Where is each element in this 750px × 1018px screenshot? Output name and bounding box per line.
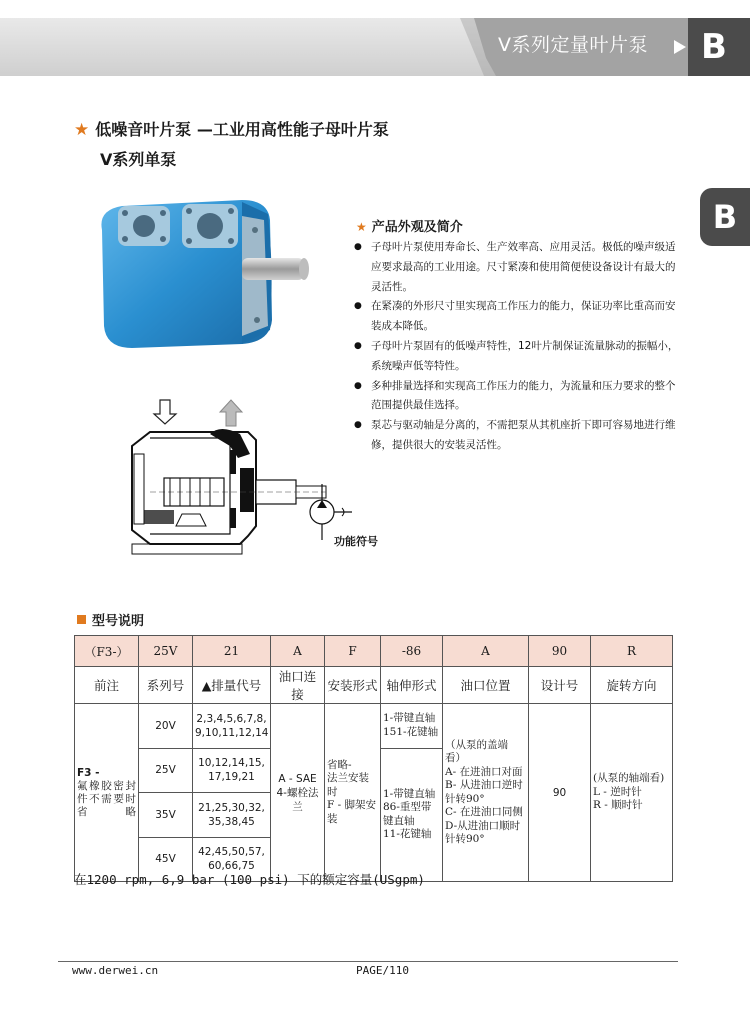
code-row (75, 636, 673, 667)
intro-bullet-list (352, 238, 682, 456)
code-cell: -86 (381, 636, 443, 667)
prefix-note-text: 氟橡胶密封件不需要时省略 (77, 779, 136, 818)
label-cell: 安装形式 (325, 667, 381, 704)
label-cell: 轴伸形式 (381, 667, 443, 704)
rated-capacity-note: 在1200 rpm, 6,9 bar (100 psi) 下的额定容量(USgpm) (74, 872, 425, 887)
intro-heading (356, 216, 463, 235)
code-cell: 25V (139, 636, 193, 667)
function-symbol-icon (306, 484, 356, 540)
code-cell: 90 (529, 636, 591, 667)
displacement-cell: 21,25,30,32, 35,38,45 (193, 793, 271, 838)
label-cell: 设计号 (529, 667, 591, 704)
displacement-cell: 2,3,4,5,6,7,8, 9,10,11,12,14 (193, 704, 271, 749)
function-symbol-label: 功能符号 (334, 535, 378, 548)
series-cell: 45V (139, 837, 193, 882)
series-cell: 25V (139, 748, 193, 793)
label-cell: ▲排量代号 (193, 667, 271, 704)
star-icon: ★ (74, 120, 90, 140)
intro-heading-text: 产品外观及简介 (371, 220, 463, 235)
series-cell: 35V (139, 793, 193, 838)
label-row (75, 667, 673, 704)
code-cell: 21 (193, 636, 271, 667)
table-row (75, 704, 673, 749)
label-cell: 油口连接 (271, 667, 325, 704)
label-cell: 前注 (75, 667, 139, 704)
page-subtitle: V系列单泵 (100, 150, 177, 169)
code-cell: F (325, 636, 381, 667)
side-section-letter: B (712, 198, 738, 236)
label-cell: 旋转方向 (591, 667, 673, 704)
square-bullet-icon (77, 615, 86, 624)
model-heading-text: 型号说明 (92, 614, 145, 629)
displacement-cell: 10,12,14,15, 17,19,21 (193, 748, 271, 793)
port-connection-cell: A - SAE 4-螺栓法兰 (271, 704, 325, 882)
vane-pump-photo (92, 190, 328, 360)
shaft-cell-other: 1-带键直轴 86-重型带 键直轴 11-花键轴 (381, 748, 443, 882)
code-cell: A (271, 636, 325, 667)
mounting-cell: 省略- 法兰安装时 F - 脚架安装 (325, 704, 381, 882)
label-cell: 油口位置 (443, 667, 529, 704)
displacement-cell: 42,45,50,57, 60,66,75 (193, 837, 271, 882)
intro-bullet: ● 子母叶片泵使用寿命长、生产效率高、应用灵活。极低的噪声级适应要求最高的工业用途。尺寸紧凑和使用简便使设备设计有最大的灵活性。 (352, 238, 682, 297)
code-cell: A (443, 636, 529, 667)
rotation-cell: (从泵的轴端看) L - 逆时针 R - 顺时针 (591, 704, 673, 882)
section-letter: B (701, 27, 727, 67)
page-number: PAGE/110 (356, 964, 409, 977)
page-title (74, 117, 389, 140)
code-cell: （F3-） (75, 636, 139, 667)
code-cell: R (591, 636, 673, 667)
intro-bullet: ● 在紧凑的外形尺寸里实现高工作压力的能力，保证功率比重高而安装成本降低。 (352, 297, 682, 337)
model-code-table (74, 635, 673, 882)
star-icon: ★ (356, 220, 367, 234)
port-position-cell: （从泵的盖端看） A- 在进油口对面 B- 从进油口逆时针转90° C- 在进油口同侧 D-从进油口顺时针转90° (443, 704, 529, 882)
intro-bullet: ● 泵芯与驱动轴是分离的，不需把泵从其机座折下即可容易地进行维修，提供很大的安装灵活性。 (352, 416, 682, 456)
prefix-note-cell (75, 704, 139, 882)
footer-divider (58, 961, 678, 962)
footer-url[interactable]: www.derwei.cn (72, 964, 159, 977)
intro-bullet: ● 子母叶片泵固有的低噪声特性，12叶片制保证流量脉动的振幅小，系统噪声低等特性。 (352, 337, 682, 377)
series-cell: 20V (139, 704, 193, 749)
page-title-text: 低噪音叶片泵 —工业用高性能子母叶片泵 (95, 120, 389, 139)
model-section-heading (77, 610, 144, 629)
prefix-code: F3 - (77, 766, 100, 779)
design-number-cell: 90 (529, 704, 591, 882)
label-cell: 系列号 (139, 667, 193, 704)
series-title: V系列定量叶片泵 (498, 34, 648, 56)
shaft-cell-20v: 1-带键直轴 151-花键轴 (381, 704, 443, 749)
intro-bullet: ● 多种排量选择和实现高工作压力的能力，为流量和压力要求的整个范围提供最佳选择。 (352, 377, 682, 417)
